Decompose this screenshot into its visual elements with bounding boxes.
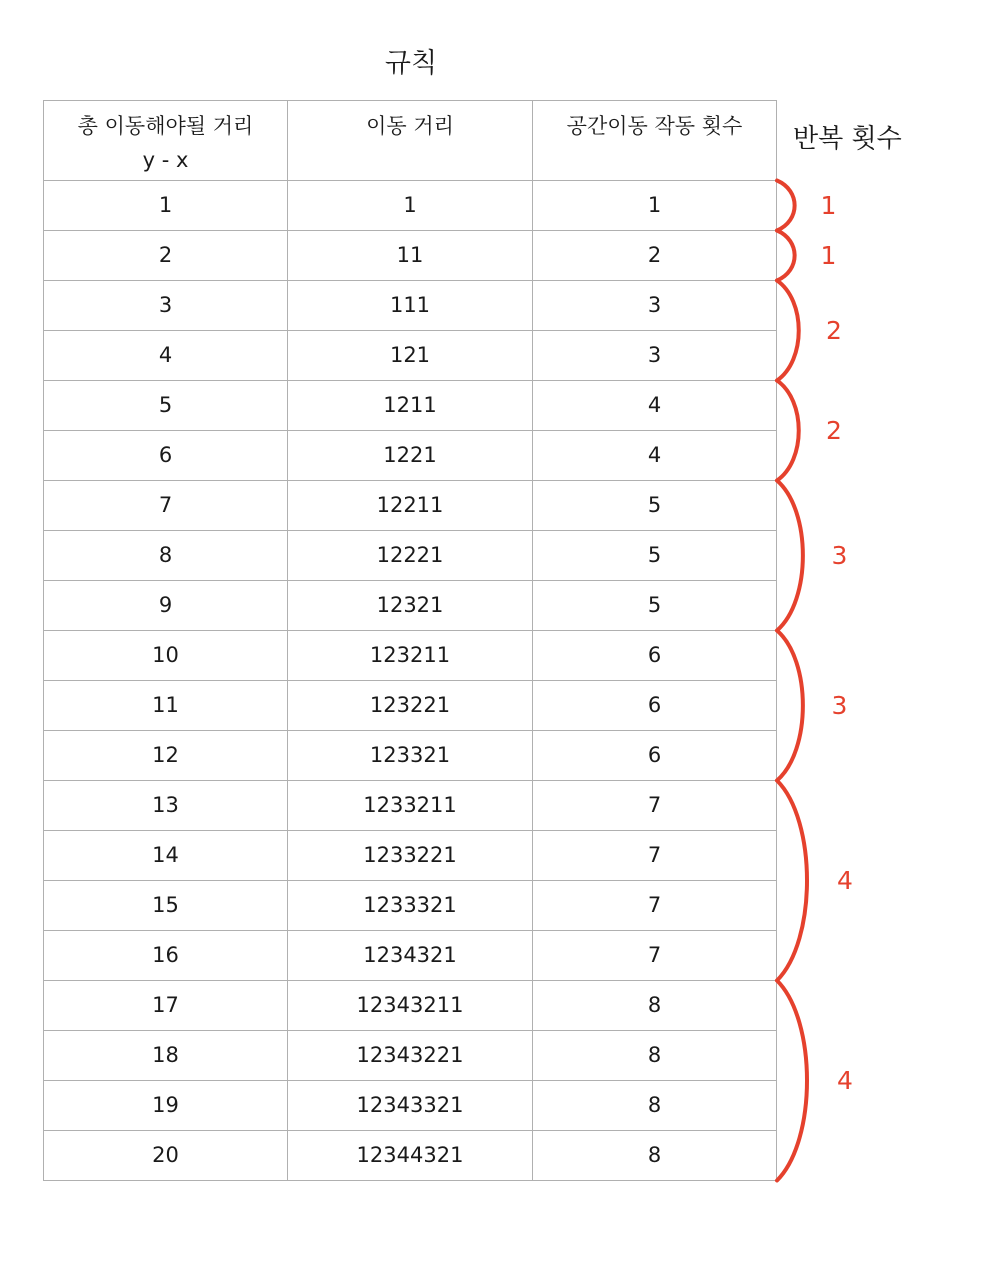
cell-warp-count: 7 bbox=[533, 831, 777, 881]
cell-total-distance: 13 bbox=[44, 781, 288, 831]
repeat-brace bbox=[777, 281, 799, 381]
repeat-count-label: 2 bbox=[826, 315, 842, 345]
cell-move-distance: 12343321 bbox=[288, 1081, 533, 1131]
cell-warp-count: 7 bbox=[533, 931, 777, 981]
cell-total-distance: 11 bbox=[44, 681, 288, 731]
cell-total-distance: 2 bbox=[44, 231, 288, 281]
repeat-brace bbox=[777, 981, 807, 1181]
cell-total-distance: 12 bbox=[44, 731, 288, 781]
cell-move-distance: 123321 bbox=[288, 731, 533, 781]
cell-move-distance: 11 bbox=[288, 231, 533, 281]
cell-total-distance: 15 bbox=[44, 881, 288, 931]
cell-move-distance: 1211 bbox=[288, 381, 533, 431]
cell-move-distance: 1233321 bbox=[288, 881, 533, 931]
cell-move-distance: 1233221 bbox=[288, 831, 533, 881]
cell-total-distance: 7 bbox=[44, 481, 288, 531]
repeat-brace bbox=[777, 781, 807, 981]
cell-total-distance: 1 bbox=[44, 181, 288, 231]
header-total-distance-label: 총 이동해야될 거리 bbox=[77, 114, 254, 138]
cell-warp-count: 7 bbox=[533, 781, 777, 831]
repeat-count-label: 3 bbox=[831, 690, 848, 720]
cell-warp-count: 8 bbox=[533, 981, 777, 1031]
cell-total-distance: 20 bbox=[44, 1131, 288, 1181]
cell-warp-count: 5 bbox=[533, 481, 777, 531]
cell-move-distance: 12344321 bbox=[288, 1131, 533, 1181]
cell-total-distance: 4 bbox=[44, 331, 288, 381]
repeat-count-label: 4 bbox=[837, 1065, 853, 1095]
cell-move-distance: 12321 bbox=[288, 581, 533, 631]
cell-move-distance: 123221 bbox=[288, 681, 533, 731]
cell-total-distance: 16 bbox=[44, 931, 288, 981]
repeat-brace bbox=[777, 481, 803, 631]
repeat-brace bbox=[777, 631, 803, 781]
repeat-count-label: 4 bbox=[837, 865, 853, 895]
cell-move-distance: 123211 bbox=[288, 631, 533, 681]
repeat-count-label: 1 bbox=[820, 240, 837, 270]
cell-total-distance: 6 bbox=[44, 431, 288, 481]
repeat-count-label: 2 bbox=[826, 415, 842, 445]
cell-total-distance: 9 bbox=[44, 581, 288, 631]
cell-total-distance: 3 bbox=[44, 281, 288, 331]
cell-move-distance: 1233211 bbox=[288, 781, 533, 831]
cell-warp-count: 7 bbox=[533, 881, 777, 931]
repeat-brace bbox=[777, 181, 795, 231]
cell-warp-count: 6 bbox=[533, 731, 777, 781]
cell-warp-count: 2 bbox=[533, 231, 777, 281]
header-warp-count-label: 공간이동 작동 횟수 bbox=[566, 114, 743, 138]
cell-warp-count: 8 bbox=[533, 1081, 777, 1131]
repeat-count-label: 3 bbox=[831, 540, 848, 570]
cell-total-distance: 18 bbox=[44, 1031, 288, 1081]
cell-move-distance: 12343221 bbox=[288, 1031, 533, 1081]
cell-total-distance: 10 bbox=[44, 631, 288, 681]
cell-move-distance: 1 bbox=[288, 181, 533, 231]
cell-move-distance: 111 bbox=[288, 281, 533, 331]
cell-warp-count: 4 bbox=[533, 381, 777, 431]
header-move-distance-label: 이동 거리 bbox=[366, 114, 454, 138]
cell-move-distance: 12211 bbox=[288, 481, 533, 531]
cell-move-distance: 1234321 bbox=[288, 931, 533, 981]
cell-warp-count: 6 bbox=[533, 631, 777, 681]
cell-warp-count: 1 bbox=[533, 181, 777, 231]
cell-warp-count: 3 bbox=[533, 331, 777, 381]
cell-total-distance: 14 bbox=[44, 831, 288, 881]
cell-move-distance: 121 bbox=[288, 331, 533, 381]
cell-warp-count: 4 bbox=[533, 431, 777, 481]
cell-warp-count: 6 bbox=[533, 681, 777, 731]
cell-warp-count: 5 bbox=[533, 581, 777, 631]
repeat-count-label: 1 bbox=[820, 190, 837, 220]
repeat-brace bbox=[777, 231, 795, 281]
page-title: 규칙 bbox=[384, 48, 438, 79]
cell-move-distance: 12221 bbox=[288, 531, 533, 581]
cell-total-distance: 5 bbox=[44, 381, 288, 431]
cell-warp-count: 5 bbox=[533, 531, 777, 581]
repeat-brace bbox=[777, 381, 799, 481]
cell-total-distance: 17 bbox=[44, 981, 288, 1031]
cell-move-distance: 12343211 bbox=[288, 981, 533, 1031]
repeat-count-header: 반복 횟수 bbox=[793, 124, 902, 154]
cell-total-distance: 8 bbox=[44, 531, 288, 581]
cell-warp-count: 8 bbox=[533, 1031, 777, 1081]
cell-move-distance: 1221 bbox=[288, 431, 533, 481]
cell-warp-count: 8 bbox=[533, 1131, 777, 1181]
cell-warp-count: 3 bbox=[533, 281, 777, 331]
header-total-distance-formula: y - x bbox=[142, 148, 189, 172]
cell-total-distance: 19 bbox=[44, 1081, 288, 1131]
